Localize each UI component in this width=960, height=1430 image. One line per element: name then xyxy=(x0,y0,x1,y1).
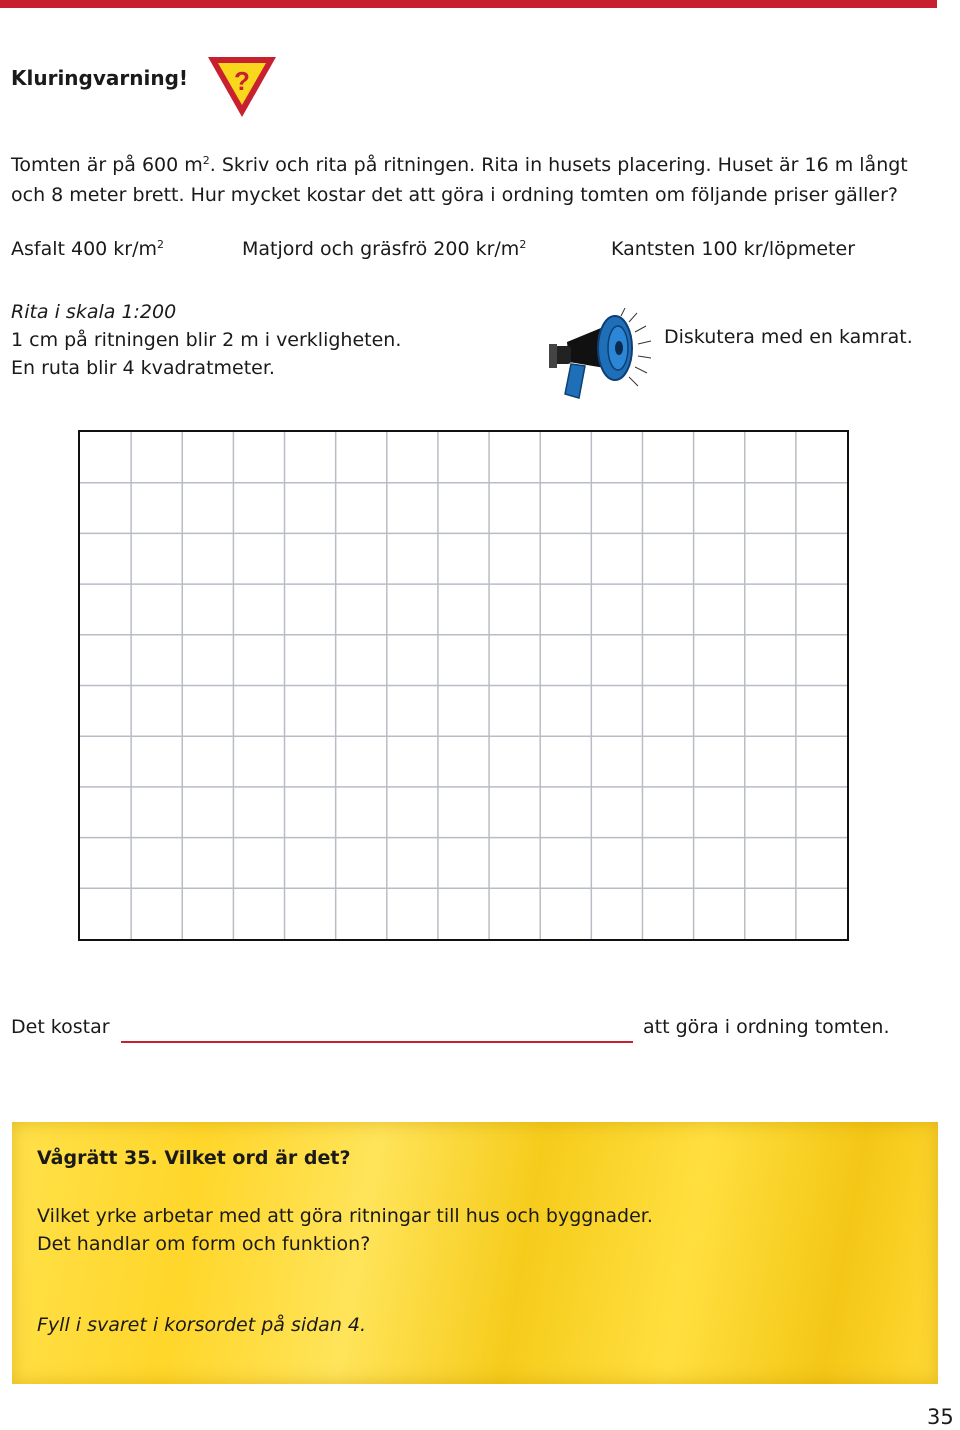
warning-triangle-icon xyxy=(205,54,279,120)
discuss-text: Diskutera med en kamrat. xyxy=(664,326,913,348)
warning-symbol: ? xyxy=(234,66,250,96)
crossword-question-1: Vilket yrke arbetar med att göra ritningar till hus och byggnader. xyxy=(37,1205,653,1227)
scale-info xyxy=(11,298,401,382)
answer-blank-line[interactable] xyxy=(121,1041,633,1043)
task-line-2: och 8 meter brett. Hur mycket kostar det att göra i ordning tomten om följande priser gäller? xyxy=(11,184,898,206)
page-number: 35 xyxy=(927,1405,954,1429)
task-description xyxy=(11,150,908,210)
task-line-1: Tomten är på 600 $m^2$. Skriv och rita på ritningen. Rita in husets placering. Huset är 16 m långt xyxy=(11,154,908,176)
price-asphalt: Asfalt 400 $kr/m^2$ xyxy=(11,238,165,260)
scale-title: Rita i skala 1:200 xyxy=(11,301,177,323)
answer-suffix: att göra i ordning tomten. xyxy=(643,1016,890,1038)
warning-heading: Kluringvarning! xyxy=(11,66,189,90)
answer-prefix: Det kostar xyxy=(11,1016,110,1038)
price-curb: Kantsten 100 kr/löpmeter xyxy=(611,238,856,260)
crossword-question xyxy=(37,1202,653,1258)
crossword-question-2: Det handlar om form och funktion? xyxy=(37,1233,371,1255)
price-soil: Matjord och gräsfrö 200 $kr/m^2$ xyxy=(242,238,527,260)
top-rule xyxy=(0,0,937,8)
megaphone-icon xyxy=(545,308,655,403)
scale-line-2: En ruta blir 4 kvadratmeter. xyxy=(11,357,275,379)
grid-lines xyxy=(80,432,847,939)
drawing-grid[interactable] xyxy=(78,430,849,941)
crossword-instruction: Fyll i svaret i korsordet på sidan 4. xyxy=(37,1314,367,1336)
scale-line-1: 1 cm på ritningen blir 2 m i verkligheten. xyxy=(11,329,402,351)
crossword-heading: Vågrätt 35. Vilket ord är det? xyxy=(37,1147,351,1169)
